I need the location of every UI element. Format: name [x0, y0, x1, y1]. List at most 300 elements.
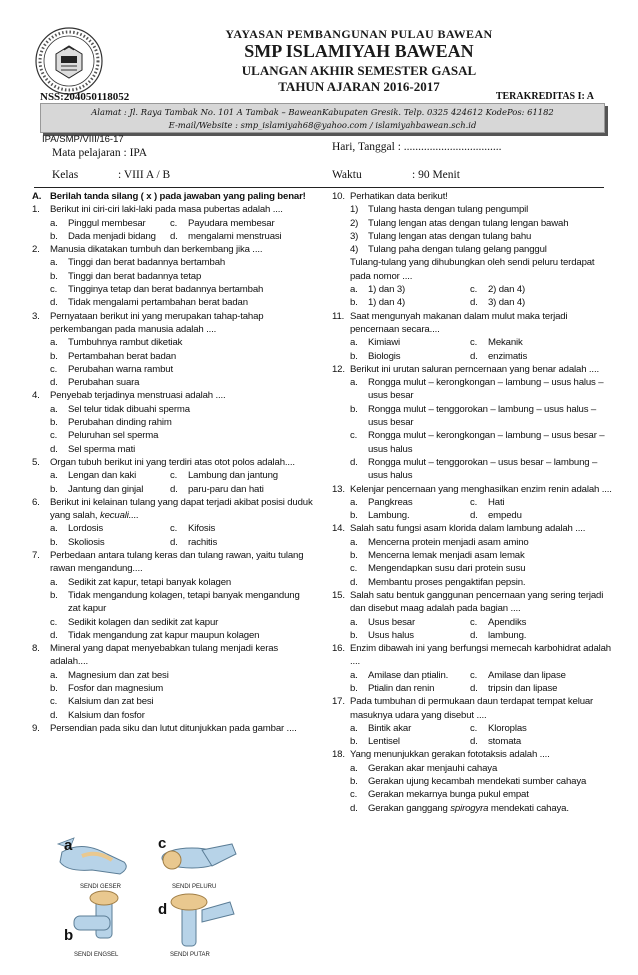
answer-option[interactable] [32, 283, 314, 296]
option-text: Kifosis [188, 523, 216, 535]
statement-text: Tulang hasta dengan tulang pengumpil [368, 204, 529, 216]
class-value: : VIII A / B [118, 169, 171, 181]
option-text: Tidak mengandung zat kapur maupun kolagen [68, 629, 260, 641]
question-text: Pada tumbuhan di permukaan daun terdapat tempat keluar masuknya udara yang disebut .... [350, 696, 594, 721]
question-number: 11. [332, 310, 345, 322]
option-letter: a. [350, 284, 358, 296]
option-text: Perubahan dinding rahim [68, 417, 172, 429]
answer-option[interactable] [470, 616, 590, 629]
option-letter: a. [50, 217, 58, 229]
question-number: 4. [32, 390, 40, 402]
answer-option[interactable] [32, 363, 314, 376]
option-letter: d. [50, 709, 58, 721]
answer-option[interactable] [470, 496, 590, 509]
option-text: Dada menjadi bidang [68, 230, 156, 242]
answer-option[interactable] [32, 270, 314, 283]
section-letter: A. [32, 191, 42, 202]
question-number: 18. [332, 749, 345, 761]
figure-letter: c [158, 835, 167, 852]
statement-item [332, 230, 614, 243]
option-text: rachitis [188, 536, 218, 548]
option-letter: d. [170, 536, 178, 548]
answer-option-row [332, 735, 614, 748]
answer-option[interactable] [50, 522, 170, 535]
nss-number: NSS:204050118052 [40, 91, 130, 103]
option-text: Rongga mulut – kerongkongan – lambung – usus halus – usus besar [368, 377, 604, 402]
option-letter: a. [350, 722, 358, 734]
option-text: Pertambahan berat badan [68, 350, 177, 362]
option-letter: b. [350, 550, 358, 562]
option-letter: d. [170, 483, 178, 495]
answer-option[interactable] [350, 283, 470, 296]
question-17 [332, 695, 614, 722]
option-text: Payudara membesar [188, 217, 275, 229]
question-text: Enzim dibawah ini yang berfungsi memecah karbohidrat adalah .... [350, 643, 611, 668]
option-text: 1) dan 4) [368, 297, 406, 309]
option-letter: c. [470, 616, 478, 628]
option-letter: d. [470, 736, 478, 748]
option-letter: a. [50, 576, 58, 588]
answer-option[interactable] [470, 735, 590, 748]
statement-text: Tulang paha dengan tulang gelang panggul [368, 244, 547, 256]
subject-field: Mata pelajaran : IPA [52, 147, 148, 159]
academic-year: TAHUN AJARAN 2016-2017 [278, 79, 440, 94]
option-text: Perubahan suara [68, 377, 140, 389]
answer-option-row [32, 217, 314, 230]
option-letter: c. [50, 696, 58, 708]
option-letter: b. [50, 682, 58, 694]
answer-option[interactable] [50, 217, 170, 230]
answer-option[interactable] [170, 522, 290, 535]
option-letter: d. [470, 350, 478, 362]
option-text: Biologis [368, 350, 401, 362]
header-divider [34, 187, 604, 188]
answer-option-row [332, 669, 614, 682]
school-name: SMP ISLAMIYAH BAWEAN [244, 41, 474, 61]
answer-option[interactable] [170, 230, 290, 243]
option-text: Perubahan warna rambut [68, 363, 173, 375]
answer-option-row [332, 682, 614, 695]
answer-option[interactable] [32, 403, 314, 416]
option-letter: c. [350, 430, 358, 442]
option-letter: d. [470, 297, 478, 309]
figure-letter: d [158, 901, 168, 918]
answer-option[interactable] [470, 669, 590, 682]
option-letter: a. [350, 337, 358, 349]
option-letter: b. [50, 589, 58, 601]
answer-option[interactable] [50, 469, 170, 482]
exam-header [0, 0, 638, 200]
option-letter: d. [350, 576, 358, 588]
option-text: Rongga mulut – tenggorokan – lambung – usus halus – usus besar [368, 403, 597, 429]
option-letter: b. [350, 350, 358, 362]
option-text: Kloroplas [488, 722, 527, 734]
answer-option[interactable] [32, 376, 314, 389]
answer-option[interactable] [170, 469, 290, 482]
class-label: Kelas [52, 169, 79, 181]
option-text: stomata [488, 736, 522, 748]
answer-option[interactable] [32, 669, 314, 682]
question-number: 9. [32, 722, 40, 734]
question-7 [32, 549, 314, 576]
question-text: Saat mengunyah makanan dalam mulut maka terjadi pencernaan secara.... [350, 310, 568, 335]
question-number: 16. [332, 643, 345, 655]
option-letter: c. [170, 523, 178, 535]
answer-option[interactable] [350, 629, 470, 642]
option-letter: c. [350, 789, 358, 801]
question-number: 8. [32, 643, 40, 655]
option-text: Sel sperma mati [68, 443, 136, 455]
answer-option-row [332, 350, 614, 363]
question-number: 13. [332, 483, 345, 495]
answer-option[interactable] [32, 616, 314, 629]
answer-option[interactable] [332, 802, 614, 815]
answer-option[interactable] [332, 429, 614, 456]
option-text: Kimiawi [368, 337, 400, 349]
answer-option[interactable] [470, 509, 590, 522]
option-text: Mencerna protein menjadi asam amino [368, 536, 529, 548]
question-2 [32, 243, 314, 256]
option-letter: a. [50, 337, 58, 349]
option-letter: c. [350, 563, 358, 575]
answer-option-row [332, 722, 614, 735]
option-letter: a. [50, 669, 58, 681]
figure-letter: b [64, 927, 74, 944]
answer-option-row [332, 336, 614, 349]
question-number: 15. [332, 589, 345, 601]
question-number: 10. [332, 191, 345, 202]
answer-option[interactable] [32, 256, 314, 269]
option-letter: c. [170, 217, 178, 229]
option-letter: b. [350, 510, 358, 522]
option-text: Usus halus [368, 629, 414, 641]
answer-option[interactable] [332, 562, 614, 575]
option-text: paru-paru dan hati [188, 483, 264, 495]
figure-label: SENDI PUTAR [170, 952, 210, 958]
question-text-italic: kecuali.... [99, 510, 139, 522]
option-letter: a. [50, 470, 58, 482]
option-text: Mekanik [488, 337, 523, 349]
questions-left-column [32, 190, 314, 735]
answer-option[interactable] [470, 283, 590, 296]
answer-option[interactable] [350, 350, 470, 363]
section-instruction [32, 190, 314, 203]
answer-option[interactable] [32, 416, 314, 429]
answer-option[interactable] [350, 496, 470, 509]
question-14 [332, 522, 614, 535]
answer-option-row [332, 629, 614, 642]
answer-option[interactable] [32, 629, 314, 642]
option-text: Gerakan akar menjauhi cahaya [368, 762, 498, 774]
option-text: Amilase dan ptialin. [368, 669, 449, 681]
option-text: Gerakan ganggang [368, 802, 448, 814]
option-text: Skoliosis [68, 536, 105, 548]
joint-types-figure [52, 832, 252, 968]
question-text: Manusia dikatakan tumbuh dan berkembang jika .... [50, 244, 263, 256]
option-text: Tidak mengalami pertambahan berat badan [68, 297, 248, 309]
answer-option[interactable] [350, 735, 470, 748]
answer-option[interactable] [170, 483, 290, 496]
answer-option[interactable] [350, 336, 470, 349]
option-letter: d. [50, 629, 58, 641]
contact-line: E-mail/Website : smp_islamiyah68@yahoo.com / islamiyahbawean.sch.id [168, 120, 477, 130]
time-label: Waktu [332, 169, 362, 181]
question-text: Persendian pada siku dan lutut ditunjukkan pada gambar .... [50, 722, 297, 734]
answer-option-row [32, 522, 314, 535]
option-text: 3) dan 4) [488, 297, 526, 309]
question-18 [332, 748, 614, 761]
answer-option[interactable] [470, 296, 590, 309]
option-letter: b. [350, 629, 358, 641]
statement-number: 2) [350, 217, 359, 229]
question-text: Kelenjar pencernaan yang menghasilkan enzim renin adalah .... [350, 483, 612, 495]
accreditation: TERAKREDITAS I: A [495, 91, 594, 102]
question-text: Yang menunjukkan gerakan fototaksis adalah .... [350, 749, 550, 761]
exam-title: ULANGAN AKHIR SEMESTER GASAL [241, 63, 477, 78]
answer-option[interactable] [470, 629, 590, 642]
answer-option-row [332, 283, 614, 296]
option-letter: b. [50, 230, 58, 242]
option-text: Rongga mulut – kerongkongan – lambung – usus besar – usus halus [368, 430, 605, 455]
figure-label: SENDI PELURU [172, 884, 217, 890]
question-16 [332, 642, 614, 669]
question-number: 1. [32, 204, 40, 216]
question-10 [332, 190, 614, 203]
time-value: : 90 Menit [412, 169, 460, 181]
question-13 [332, 483, 614, 496]
option-letter: a. [350, 536, 358, 548]
question-text: Salah satu bentuk ganggunan pencernaan yang sering terjadi dan disebut maag adalah pada bagian .... [350, 589, 604, 615]
answer-option[interactable] [470, 722, 590, 735]
address-box [40, 103, 605, 133]
answer-option[interactable] [350, 669, 470, 682]
answer-option[interactable] [350, 616, 470, 629]
question-text: Berikut ini ciri-ciri laki-laki pada masa pubertas adalah .... [50, 204, 283, 216]
option-text: mengalami menstruasi [188, 230, 282, 242]
figure-letter: a [64, 837, 73, 854]
option-text: Pangkreas [368, 496, 413, 508]
option-text: Tingginya tetap dan berat badannya bertambah [68, 284, 264, 296]
option-text: Mengendapkan susu dari protein susu [368, 563, 526, 575]
option-text: lambung. [488, 629, 527, 641]
option-letter: d. [350, 802, 358, 814]
question-number: 5. [32, 456, 40, 468]
question-text: Penyebab terjadinya menstruasi adalah .... [50, 390, 226, 402]
question-number: 2. [32, 244, 40, 256]
option-letter: c. [50, 363, 58, 375]
option-text: Jantung dan ginjal [68, 483, 144, 495]
date-field: Hari, Tanggal : .................................. [332, 141, 502, 153]
address-line: Alamat : Jl. Raya Tambak No. 101 A Tambak – BaweanKabupaten Gresik. Telp. 0325 424612 KodePos: 61182 [91, 107, 554, 117]
answer-option[interactable] [332, 456, 614, 483]
option-text: Mencerna lemak menjadi asam lemak [368, 550, 525, 562]
option-letter: b. [350, 736, 358, 748]
question-3 [32, 310, 314, 337]
answer-option[interactable] [32, 296, 314, 309]
option-text: 2) dan 4) [488, 284, 526, 296]
answer-option-row [332, 296, 614, 309]
option-letter: a. [350, 377, 358, 389]
option-letter: c. [470, 496, 478, 508]
answer-option[interactable] [32, 682, 314, 695]
foundation-name: YAYASAN PEMBANGUNAN PULAU BAWEAN [225, 27, 493, 41]
option-letter: d. [50, 297, 58, 309]
option-letter: d. [350, 456, 358, 468]
option-text: Membantu proses pengaktifan pepsin. [368, 576, 526, 588]
option-text: Hati [488, 496, 505, 508]
statement-item [332, 243, 614, 256]
option-text-italic: spirogyra [450, 802, 489, 814]
statement-number: 1) [350, 204, 359, 216]
statement-number: 3) [350, 230, 359, 242]
option-text: Sedikit zat kapur, tetapi banyak kolagen [68, 576, 232, 588]
option-text: Lengan dan kaki [68, 470, 137, 482]
answer-option[interactable] [32, 695, 314, 708]
answer-option[interactable] [170, 536, 290, 549]
document-code: IPA/SMP/VIII/16-17 [42, 134, 124, 145]
answer-option-row [332, 616, 614, 629]
statement-text: Tulang lengan atas dengan tulang bahu [368, 230, 532, 242]
option-text: Sedikit kolagen dan sedikit zat kapur [68, 616, 219, 628]
option-text: Amilase dan lipase [488, 669, 566, 681]
question-text: Perbedaan antara tulang keras dan tulang rawan, yaitu tulang rawan mengandung.... [50, 550, 304, 575]
answer-option[interactable] [332, 775, 614, 788]
question-number: 6. [32, 496, 40, 508]
option-letter: c. [470, 669, 478, 681]
option-letter: b. [350, 682, 358, 694]
option-text: Lambung. [368, 510, 410, 522]
question-9 [32, 722, 314, 735]
option-letter: a. [50, 523, 58, 535]
option-text: Usus besar [368, 616, 416, 628]
question-text: Pernyataan berikut ini yang merupakan tahap-tahap perkembangan pada manusia adalah .... [50, 310, 264, 335]
answer-option[interactable] [332, 788, 614, 801]
option-text: Sel telur tidak dibuahi sperma [68, 403, 190, 415]
question-text: Mineral yang dapat menyebabkan tulang menjadi keras adalah.... [50, 643, 279, 668]
option-letter: d. [50, 443, 58, 455]
answer-option[interactable] [350, 722, 470, 735]
statement-number: 4) [350, 244, 359, 256]
answer-option[interactable] [332, 576, 614, 589]
answer-option-row [32, 536, 314, 549]
question-text-continued: Tulang-tulang yang dihubungkan oleh sendi peluru terdapat pada nomor .... [350, 257, 595, 282]
option-text: Apendiks [488, 616, 527, 628]
option-letter: b. [50, 536, 58, 548]
question-number: 14. [332, 523, 345, 535]
answer-option-row [332, 509, 614, 522]
option-text: Tinggi dan berat badannya bertambah [68, 257, 226, 269]
option-text: Lordosis [68, 523, 104, 535]
option-letter: c. [470, 284, 478, 296]
option-text: Peluruhan sel sperma [68, 430, 159, 442]
option-letter: d. [470, 510, 478, 522]
question-text: Perhatikan data berikut! [350, 191, 448, 202]
question-15 [332, 589, 614, 616]
statement-item [332, 217, 614, 230]
answer-option[interactable] [32, 589, 314, 616]
option-text: Gerakan mekarnya bunga pukul empat [368, 789, 529, 801]
statement-text: Tulang lengan atas dengan tulang lengan bawah [368, 217, 569, 229]
option-text: Tumbuhnya rambut diketiak [68, 337, 183, 349]
answer-option[interactable] [50, 483, 170, 496]
answer-option-row [32, 483, 314, 496]
question-1 [32, 203, 314, 216]
option-letter: c. [50, 284, 58, 296]
answer-option[interactable] [332, 536, 614, 549]
option-letter: a. [50, 257, 58, 269]
option-letter: b. [50, 270, 58, 282]
answer-option[interactable] [470, 336, 590, 349]
answer-option[interactable] [332, 403, 614, 430]
question-number: 3. [32, 310, 40, 322]
option-letter: d. [170, 230, 178, 242]
figure-label: SENDI ENGSEL [74, 952, 119, 958]
option-letter: b. [350, 776, 358, 788]
answer-option[interactable] [32, 350, 314, 363]
section-title: Berilah tanda silang ( x ) pada jawaban yang paling benar! [50, 191, 306, 202]
option-text: empedu [488, 510, 522, 522]
answer-option[interactable] [350, 296, 470, 309]
question-text: Berikut ini kelainan tulang yang dapat terjadi akibat posisi duduk yang salah, [50, 496, 313, 522]
option-letter: b. [350, 403, 358, 415]
answer-option[interactable] [170, 217, 290, 230]
option-text: Kalsium dan zat besi [68, 696, 154, 708]
answer-option[interactable] [32, 709, 314, 722]
option-text: Magnesium dan zat besi [68, 669, 169, 681]
option-text: 1) dan 3) [368, 284, 406, 296]
answer-option[interactable] [32, 443, 314, 456]
answer-option[interactable] [350, 682, 470, 695]
answer-option[interactable] [470, 682, 590, 695]
answer-option[interactable] [50, 230, 170, 243]
option-letter: a. [350, 616, 358, 628]
option-letter: b. [50, 350, 58, 362]
answer-option[interactable] [470, 350, 590, 363]
option-text: mendekati cahaya. [490, 802, 569, 814]
option-text: Fosfor dan magnesium [68, 682, 164, 694]
answer-option[interactable] [50, 536, 170, 549]
option-text: Lentisel [368, 736, 400, 748]
option-text: enzimatis [488, 350, 528, 362]
option-letter: a. [350, 669, 358, 681]
answer-option[interactable] [32, 336, 314, 349]
option-letter: c. [470, 337, 478, 349]
answer-option[interactable] [332, 762, 614, 775]
question-text: Salah satu fungsi asam klorida dalam lambung adalah .... [350, 523, 586, 535]
answer-option[interactable] [350, 509, 470, 522]
answer-option-row [332, 496, 614, 509]
option-text: Rongga mulut – tenggorokan – usus besar – lambung – usus halus [368, 456, 598, 482]
option-text: tripsin dan lipase [488, 682, 558, 694]
answer-option[interactable] [32, 429, 314, 442]
question-number: 12. [332, 363, 345, 375]
question-12 [332, 363, 614, 376]
question-text: Organ tubuh berikut ini yang terdiri atas otot polos adalah.... [50, 456, 295, 468]
option-text: Gerakan ujung kecambah mendekati sumber cahaya [368, 776, 587, 788]
option-letter: c. [470, 722, 478, 734]
option-letter: b. [350, 297, 358, 309]
option-letter: c. [50, 616, 58, 628]
questions-right-column [332, 190, 614, 815]
option-text: Kalsium dan fosfor [68, 709, 145, 721]
question-6 [32, 496, 314, 523]
question-number: 7. [32, 550, 40, 562]
option-text: Lambung dan jantung [188, 470, 278, 482]
answer-option[interactable] [32, 576, 314, 589]
answer-option[interactable] [332, 376, 614, 403]
option-letter: b. [50, 417, 58, 429]
answer-option[interactable] [332, 549, 614, 562]
